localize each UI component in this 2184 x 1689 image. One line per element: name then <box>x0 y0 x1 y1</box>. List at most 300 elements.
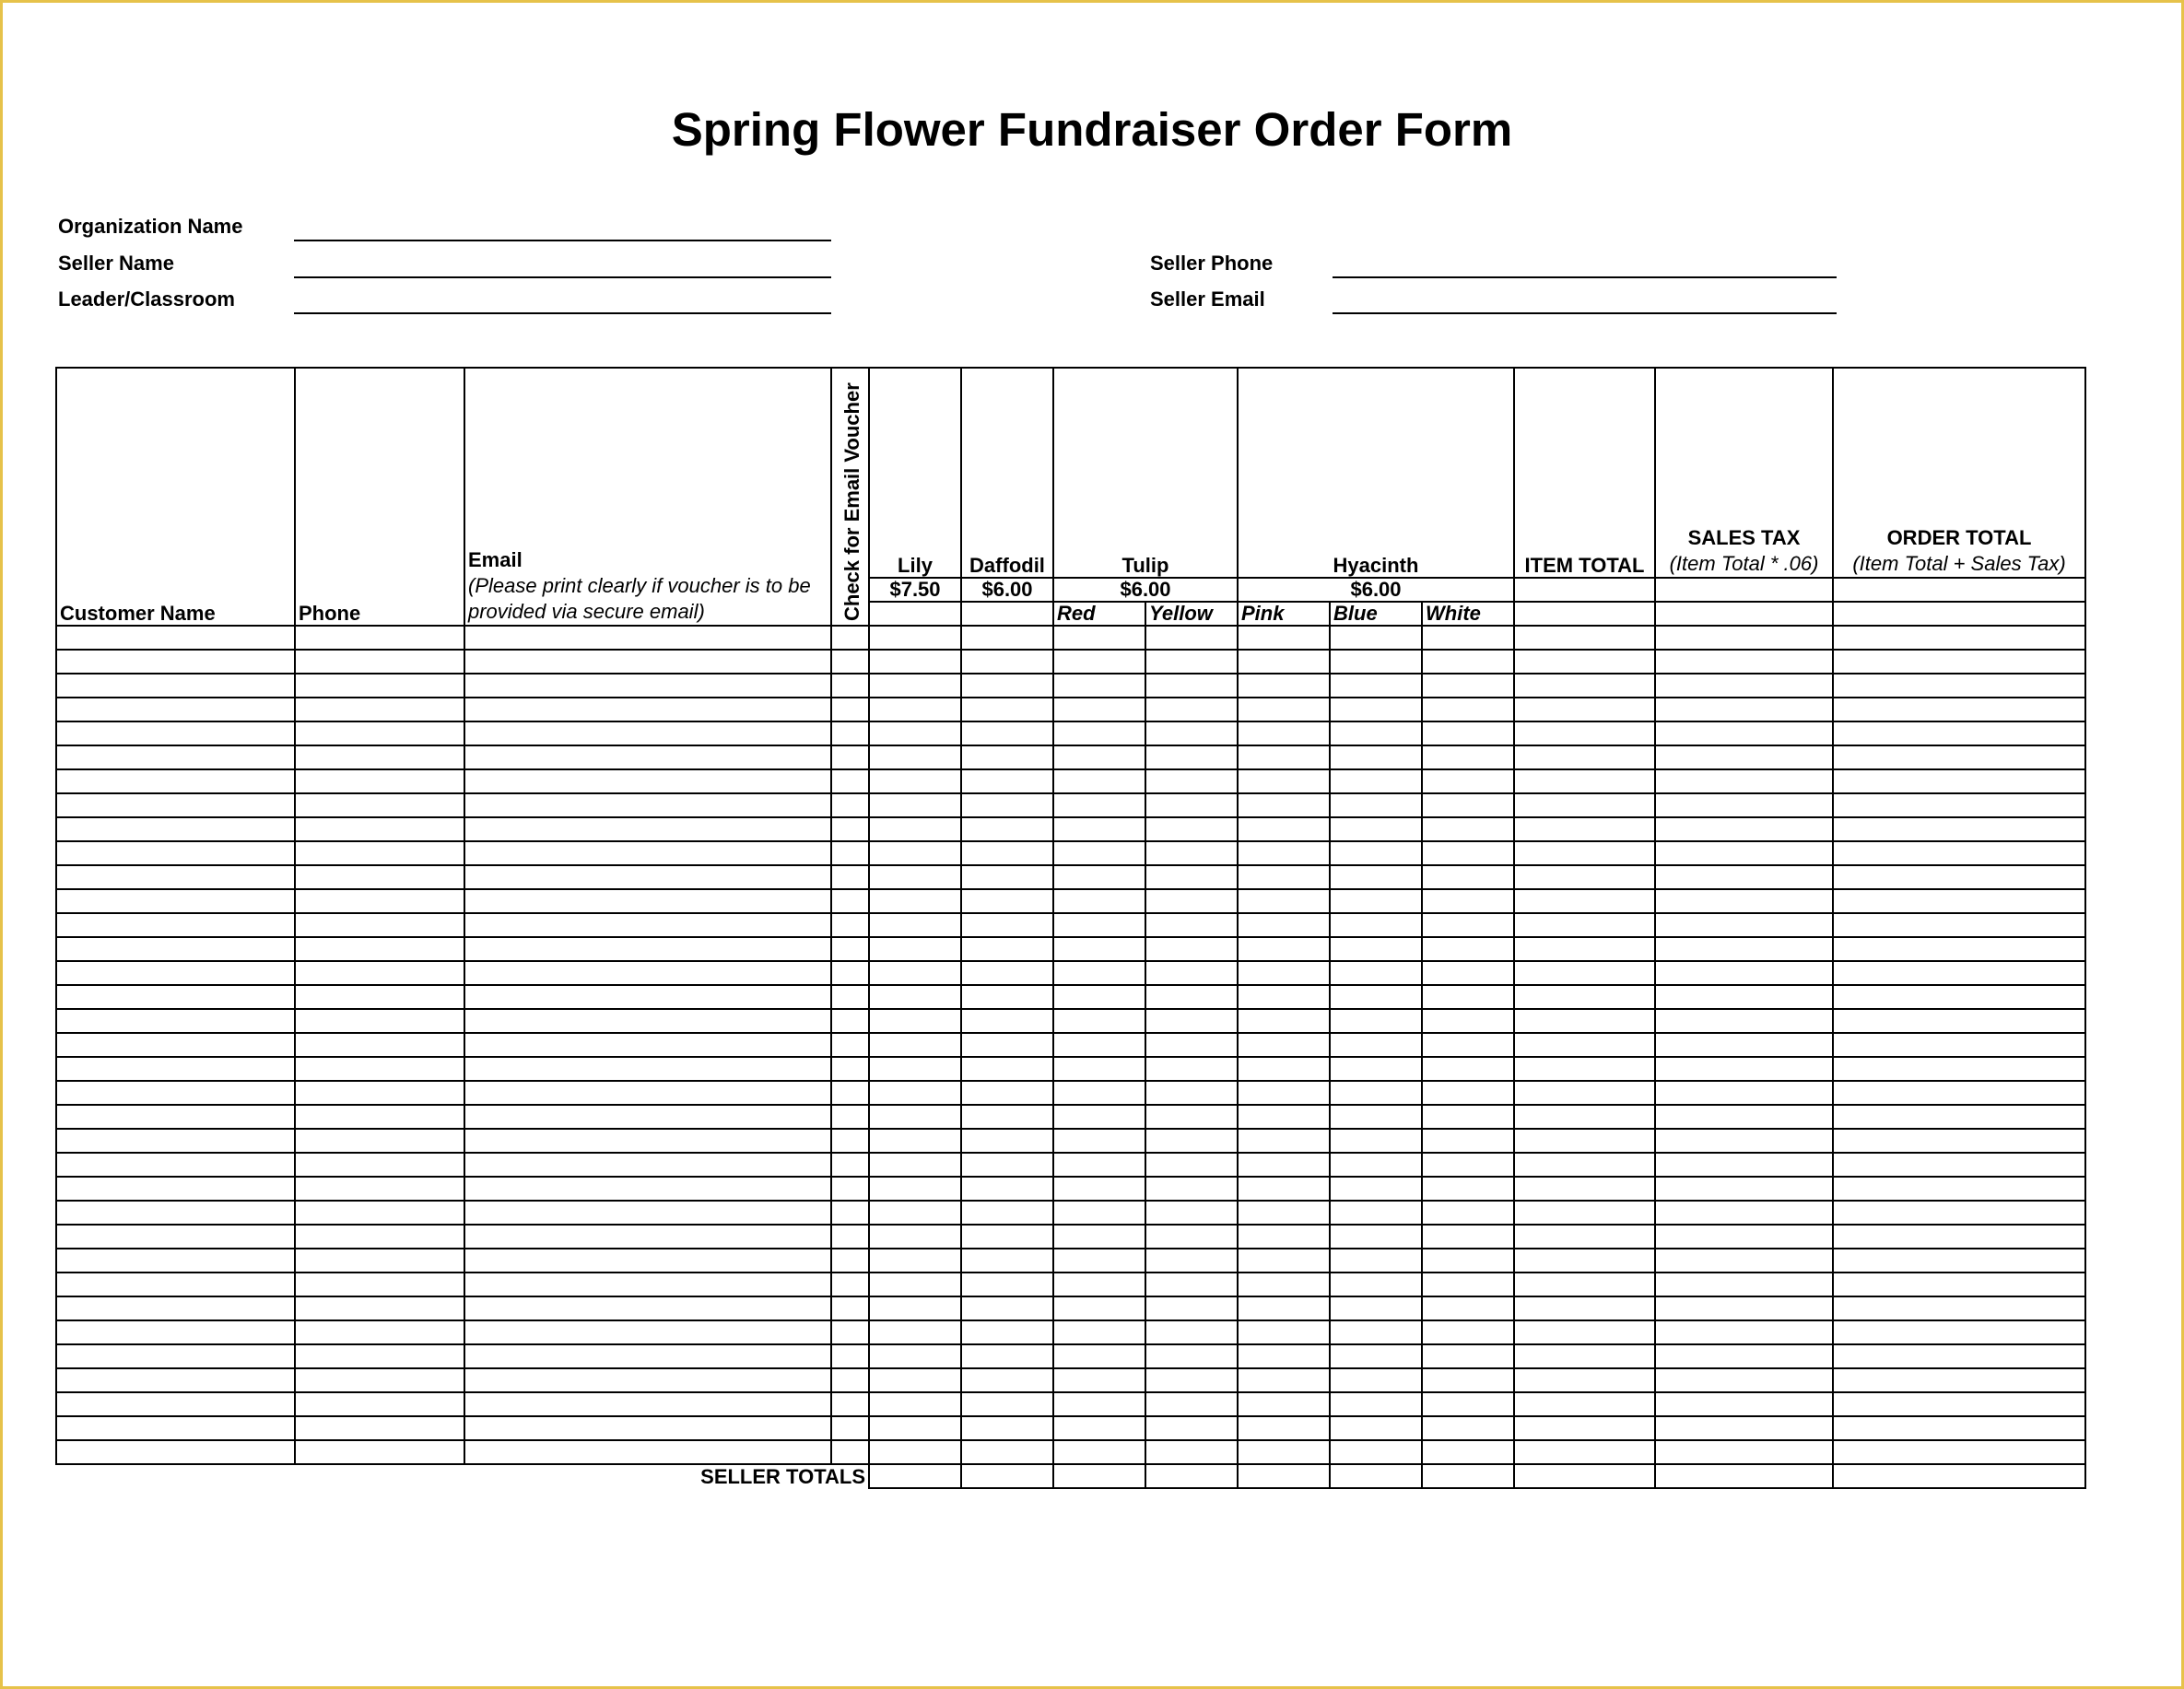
sales-tax-cell[interactable] <box>1655 1344 1833 1368</box>
tulip-yellow-cell[interactable] <box>1145 1105 1238 1129</box>
seller-total-hyacinth-blue[interactable] <box>1330 1464 1422 1488</box>
seller-phone-line[interactable] <box>1333 276 1837 278</box>
order-total-cell[interactable] <box>1833 650 2085 674</box>
tulip-yellow-cell[interactable] <box>1145 841 1238 865</box>
item-total-cell[interactable] <box>1514 1033 1655 1057</box>
hyacinth-pink-cell[interactable] <box>1238 1105 1330 1129</box>
sales-tax-cell[interactable] <box>1655 626 1833 650</box>
tulip-red-cell[interactable] <box>1053 1392 1145 1416</box>
voucher-cell[interactable] <box>831 817 869 841</box>
voucher-cell[interactable] <box>831 1249 869 1273</box>
phone-cell[interactable] <box>295 1105 464 1129</box>
order-total-cell[interactable] <box>1833 1033 2085 1057</box>
lily-cell[interactable] <box>869 1249 961 1273</box>
hyacinth-white-cell[interactable] <box>1422 1273 1514 1296</box>
sales-tax-cell[interactable] <box>1655 698 1833 721</box>
voucher-cell[interactable] <box>831 626 869 650</box>
hyacinth-blue-cell[interactable] <box>1330 1368 1422 1392</box>
voucher-cell[interactable] <box>831 937 869 961</box>
voucher-cell[interactable] <box>831 1440 869 1464</box>
daffodil-cell[interactable] <box>961 817 1053 841</box>
email-cell[interactable] <box>464 626 831 650</box>
email-cell[interactable] <box>464 698 831 721</box>
sales-tax-cell[interactable] <box>1655 961 1833 985</box>
daffodil-cell[interactable] <box>961 745 1053 769</box>
tulip-red-cell[interactable] <box>1053 913 1145 937</box>
order-total-cell[interactable] <box>1833 1273 2085 1296</box>
tulip-red-cell[interactable] <box>1053 937 1145 961</box>
customer-name-cell[interactable] <box>56 1440 295 1464</box>
daffodil-cell[interactable] <box>961 1392 1053 1416</box>
customer-name-cell[interactable] <box>56 1201 295 1225</box>
email-cell[interactable] <box>464 817 831 841</box>
order-total-cell[interactable] <box>1833 1177 2085 1201</box>
item-total-cell[interactable] <box>1514 1273 1655 1296</box>
hyacinth-pink-cell[interactable] <box>1238 769 1330 793</box>
phone-cell[interactable] <box>295 1273 464 1296</box>
item-total-cell[interactable] <box>1514 817 1655 841</box>
lily-cell[interactable] <box>869 650 961 674</box>
hyacinth-pink-cell[interactable] <box>1238 1201 1330 1225</box>
phone-cell[interactable] <box>295 1440 464 1464</box>
voucher-cell[interactable] <box>831 1057 869 1081</box>
customer-name-cell[interactable] <box>56 1105 295 1129</box>
customer-name-cell[interactable] <box>56 1416 295 1440</box>
item-total-cell[interactable] <box>1514 865 1655 889</box>
voucher-cell[interactable] <box>831 698 869 721</box>
order-total-cell[interactable] <box>1833 841 2085 865</box>
hyacinth-blue-cell[interactable] <box>1330 1081 1422 1105</box>
item-total-cell[interactable] <box>1514 1296 1655 1320</box>
item-total-cell[interactable] <box>1514 793 1655 817</box>
voucher-cell[interactable] <box>831 1416 869 1440</box>
hyacinth-white-cell[interactable] <box>1422 745 1514 769</box>
daffodil-cell[interactable] <box>961 1296 1053 1320</box>
hyacinth-blue-cell[interactable] <box>1330 1440 1422 1464</box>
hyacinth-white-cell[interactable] <box>1422 1296 1514 1320</box>
item-total-cell[interactable] <box>1514 1153 1655 1177</box>
email-cell[interactable] <box>464 1129 831 1153</box>
tulip-red-cell[interactable] <box>1053 745 1145 769</box>
item-total-cell[interactable] <box>1514 841 1655 865</box>
voucher-cell[interactable] <box>831 865 869 889</box>
hyacinth-white-cell[interactable] <box>1422 1081 1514 1105</box>
tulip-yellow-cell[interactable] <box>1145 1273 1238 1296</box>
hyacinth-white-cell[interactable] <box>1422 1105 1514 1129</box>
tulip-yellow-cell[interactable] <box>1145 793 1238 817</box>
email-cell[interactable] <box>464 769 831 793</box>
lily-cell[interactable] <box>869 769 961 793</box>
hyacinth-blue-cell[interactable] <box>1330 961 1422 985</box>
tulip-yellow-cell[interactable] <box>1145 1440 1238 1464</box>
sales-tax-cell[interactable] <box>1655 769 1833 793</box>
hyacinth-blue-cell[interactable] <box>1330 841 1422 865</box>
voucher-cell[interactable] <box>831 650 869 674</box>
hyacinth-pink-cell[interactable] <box>1238 650 1330 674</box>
hyacinth-white-cell[interactable] <box>1422 626 1514 650</box>
sales-tax-cell[interactable] <box>1655 1368 1833 1392</box>
item-total-cell[interactable] <box>1514 626 1655 650</box>
hyacinth-white-cell[interactable] <box>1422 698 1514 721</box>
item-total-cell[interactable] <box>1514 937 1655 961</box>
email-cell[interactable] <box>464 1416 831 1440</box>
phone-cell[interactable] <box>295 913 464 937</box>
phone-cell[interactable] <box>295 1081 464 1105</box>
tulip-yellow-cell[interactable] <box>1145 745 1238 769</box>
customer-name-cell[interactable] <box>56 1344 295 1368</box>
customer-name-cell[interactable] <box>56 1153 295 1177</box>
seller-email-line[interactable] <box>1333 312 1837 314</box>
phone-cell[interactable] <box>295 1009 464 1033</box>
tulip-red-cell[interactable] <box>1053 1129 1145 1153</box>
phone-cell[interactable] <box>295 1368 464 1392</box>
customer-name-cell[interactable] <box>56 1392 295 1416</box>
item-total-cell[interactable] <box>1514 889 1655 913</box>
customer-name-cell[interactable] <box>56 1009 295 1033</box>
order-total-cell[interactable] <box>1833 1392 2085 1416</box>
voucher-cell[interactable] <box>831 985 869 1009</box>
daffodil-cell[interactable] <box>961 1273 1053 1296</box>
email-cell[interactable] <box>464 1057 831 1081</box>
email-cell[interactable] <box>464 650 831 674</box>
customer-name-cell[interactable] <box>56 865 295 889</box>
lily-cell[interactable] <box>869 817 961 841</box>
lily-cell[interactable] <box>869 1177 961 1201</box>
daffodil-cell[interactable] <box>961 985 1053 1009</box>
customer-name-cell[interactable] <box>56 817 295 841</box>
daffodil-cell[interactable] <box>961 1201 1053 1225</box>
customer-name-cell[interactable] <box>56 1081 295 1105</box>
customer-name-cell[interactable] <box>56 1296 295 1320</box>
seller-total-order-total[interactable] <box>1833 1464 2085 1488</box>
tulip-yellow-cell[interactable] <box>1145 961 1238 985</box>
hyacinth-white-cell[interactable] <box>1422 1153 1514 1177</box>
daffodil-cell[interactable] <box>961 1153 1053 1177</box>
item-total-cell[interactable] <box>1514 1129 1655 1153</box>
tulip-red-cell[interactable] <box>1053 1081 1145 1105</box>
tulip-yellow-cell[interactable] <box>1145 865 1238 889</box>
email-cell[interactable] <box>464 913 831 937</box>
hyacinth-pink-cell[interactable] <box>1238 626 1330 650</box>
hyacinth-pink-cell[interactable] <box>1238 961 1330 985</box>
hyacinth-blue-cell[interactable] <box>1330 985 1422 1009</box>
order-total-cell[interactable] <box>1833 1368 2085 1392</box>
tulip-yellow-cell[interactable] <box>1145 1081 1238 1105</box>
email-cell[interactable] <box>464 793 831 817</box>
hyacinth-blue-cell[interactable] <box>1330 1177 1422 1201</box>
email-cell[interactable] <box>464 1296 831 1320</box>
hyacinth-white-cell[interactable] <box>1422 841 1514 865</box>
hyacinth-blue-cell[interactable] <box>1330 1201 1422 1225</box>
tulip-yellow-cell[interactable] <box>1145 769 1238 793</box>
lily-cell[interactable] <box>869 865 961 889</box>
organization-name-line[interactable] <box>294 240 831 241</box>
tulip-red-cell[interactable] <box>1053 1344 1145 1368</box>
phone-cell[interactable] <box>295 937 464 961</box>
order-total-cell[interactable] <box>1833 1081 2085 1105</box>
hyacinth-pink-cell[interactable] <box>1238 698 1330 721</box>
hyacinth-white-cell[interactable] <box>1422 1320 1514 1344</box>
item-total-cell[interactable] <box>1514 1249 1655 1273</box>
order-total-cell[interactable] <box>1833 937 2085 961</box>
tulip-red-cell[interactable] <box>1053 1153 1145 1177</box>
tulip-yellow-cell[interactable] <box>1145 1009 1238 1033</box>
daffodil-cell[interactable] <box>961 889 1053 913</box>
lily-cell[interactable] <box>869 1105 961 1129</box>
daffodil-cell[interactable] <box>961 1129 1053 1153</box>
voucher-cell[interactable] <box>831 1177 869 1201</box>
hyacinth-blue-cell[interactable] <box>1330 650 1422 674</box>
hyacinth-white-cell[interactable] <box>1422 1344 1514 1368</box>
leader-classroom-line[interactable] <box>294 312 831 314</box>
voucher-cell[interactable] <box>831 1296 869 1320</box>
tulip-yellow-cell[interactable] <box>1145 721 1238 745</box>
hyacinth-white-cell[interactable] <box>1422 889 1514 913</box>
voucher-cell[interactable] <box>831 913 869 937</box>
order-total-cell[interactable] <box>1833 889 2085 913</box>
hyacinth-white-cell[interactable] <box>1422 1368 1514 1392</box>
customer-name-cell[interactable] <box>56 961 295 985</box>
hyacinth-white-cell[interactable] <box>1422 650 1514 674</box>
tulip-red-cell[interactable] <box>1053 841 1145 865</box>
email-cell[interactable] <box>464 674 831 698</box>
hyacinth-white-cell[interactable] <box>1422 769 1514 793</box>
sales-tax-cell[interactable] <box>1655 1009 1833 1033</box>
hyacinth-blue-cell[interactable] <box>1330 1392 1422 1416</box>
customer-name-cell[interactable] <box>56 769 295 793</box>
tulip-yellow-cell[interactable] <box>1145 1249 1238 1273</box>
item-total-cell[interactable] <box>1514 721 1655 745</box>
item-total-cell[interactable] <box>1514 1320 1655 1344</box>
item-total-cell[interactable] <box>1514 674 1655 698</box>
order-total-cell[interactable] <box>1833 745 2085 769</box>
item-total-cell[interactable] <box>1514 913 1655 937</box>
tulip-yellow-cell[interactable] <box>1145 674 1238 698</box>
sales-tax-cell[interactable] <box>1655 817 1833 841</box>
email-cell[interactable] <box>464 985 831 1009</box>
lily-cell[interactable] <box>869 1392 961 1416</box>
seller-total-lily[interactable] <box>869 1464 961 1488</box>
email-cell[interactable] <box>464 937 831 961</box>
order-total-cell[interactable] <box>1833 865 2085 889</box>
tulip-red-cell[interactable] <box>1053 1320 1145 1344</box>
hyacinth-white-cell[interactable] <box>1422 793 1514 817</box>
daffodil-cell[interactable] <box>961 1416 1053 1440</box>
hyacinth-blue-cell[interactable] <box>1330 674 1422 698</box>
order-total-cell[interactable] <box>1833 1225 2085 1249</box>
sales-tax-cell[interactable] <box>1655 913 1833 937</box>
daffodil-cell[interactable] <box>961 626 1053 650</box>
daffodil-cell[interactable] <box>961 1033 1053 1057</box>
tulip-yellow-cell[interactable] <box>1145 650 1238 674</box>
email-cell[interactable] <box>464 841 831 865</box>
hyacinth-white-cell[interactable] <box>1422 1249 1514 1273</box>
lily-cell[interactable] <box>869 1153 961 1177</box>
daffodil-cell[interactable] <box>961 1057 1053 1081</box>
phone-cell[interactable] <box>295 841 464 865</box>
seller-total-tulip-red[interactable] <box>1053 1464 1145 1488</box>
hyacinth-blue-cell[interactable] <box>1330 889 1422 913</box>
seller-total-item-total[interactable] <box>1514 1464 1655 1488</box>
seller-total-daffodil[interactable] <box>961 1464 1053 1488</box>
daffodil-cell[interactable] <box>961 937 1053 961</box>
phone-cell[interactable] <box>295 889 464 913</box>
phone-cell[interactable] <box>295 1177 464 1201</box>
voucher-cell[interactable] <box>831 769 869 793</box>
hyacinth-pink-cell[interactable] <box>1238 674 1330 698</box>
voucher-cell[interactable] <box>831 674 869 698</box>
customer-name-cell[interactable] <box>56 1177 295 1201</box>
sales-tax-cell[interactable] <box>1655 937 1833 961</box>
lily-cell[interactable] <box>869 1344 961 1368</box>
customer-name-cell[interactable] <box>56 889 295 913</box>
hyacinth-white-cell[interactable] <box>1422 1177 1514 1201</box>
tulip-red-cell[interactable] <box>1053 889 1145 913</box>
hyacinth-blue-cell[interactable] <box>1330 626 1422 650</box>
hyacinth-pink-cell[interactable] <box>1238 721 1330 745</box>
customer-name-cell[interactable] <box>56 626 295 650</box>
lily-cell[interactable] <box>869 961 961 985</box>
tulip-yellow-cell[interactable] <box>1145 985 1238 1009</box>
phone-cell[interactable] <box>295 626 464 650</box>
tulip-red-cell[interactable] <box>1053 1368 1145 1392</box>
hyacinth-blue-cell[interactable] <box>1330 793 1422 817</box>
item-total-cell[interactable] <box>1514 1057 1655 1081</box>
tulip-red-cell[interactable] <box>1053 985 1145 1009</box>
lily-cell[interactable] <box>869 889 961 913</box>
customer-name-cell[interactable] <box>56 674 295 698</box>
item-total-cell[interactable] <box>1514 1105 1655 1129</box>
email-cell[interactable] <box>464 1249 831 1273</box>
hyacinth-pink-cell[interactable] <box>1238 1344 1330 1368</box>
hyacinth-white-cell[interactable] <box>1422 721 1514 745</box>
sales-tax-cell[interactable] <box>1655 985 1833 1009</box>
voucher-cell[interactable] <box>831 1033 869 1057</box>
order-total-cell[interactable] <box>1833 1296 2085 1320</box>
order-total-cell[interactable] <box>1833 961 2085 985</box>
order-total-cell[interactable] <box>1833 1129 2085 1153</box>
phone-cell[interactable] <box>295 698 464 721</box>
voucher-cell[interactable] <box>831 721 869 745</box>
sales-tax-cell[interactable] <box>1655 1225 1833 1249</box>
voucher-cell[interactable] <box>831 1105 869 1129</box>
tulip-yellow-cell[interactable] <box>1145 889 1238 913</box>
hyacinth-white-cell[interactable] <box>1422 1057 1514 1081</box>
tulip-red-cell[interactable] <box>1053 1105 1145 1129</box>
hyacinth-pink-cell[interactable] <box>1238 793 1330 817</box>
phone-cell[interactable] <box>295 817 464 841</box>
lily-cell[interactable] <box>869 1296 961 1320</box>
voucher-cell[interactable] <box>831 1225 869 1249</box>
tulip-yellow-cell[interactable] <box>1145 937 1238 961</box>
hyacinth-white-cell[interactable] <box>1422 1201 1514 1225</box>
voucher-cell[interactable] <box>831 1344 869 1368</box>
tulip-yellow-cell[interactable] <box>1145 1225 1238 1249</box>
item-total-cell[interactable] <box>1514 745 1655 769</box>
sales-tax-cell[interactable] <box>1655 745 1833 769</box>
email-cell[interactable] <box>464 1344 831 1368</box>
tulip-yellow-cell[interactable] <box>1145 1296 1238 1320</box>
hyacinth-blue-cell[interactable] <box>1330 1344 1422 1368</box>
hyacinth-white-cell[interactable] <box>1422 674 1514 698</box>
phone-cell[interactable] <box>295 1344 464 1368</box>
hyacinth-blue-cell[interactable] <box>1330 1249 1422 1273</box>
sales-tax-cell[interactable] <box>1655 1440 1833 1464</box>
customer-name-cell[interactable] <box>56 745 295 769</box>
lily-cell[interactable] <box>869 793 961 817</box>
hyacinth-pink-cell[interactable] <box>1238 841 1330 865</box>
phone-cell[interactable] <box>295 721 464 745</box>
email-cell[interactable] <box>464 1201 831 1225</box>
sales-tax-cell[interactable] <box>1655 1249 1833 1273</box>
hyacinth-blue-cell[interactable] <box>1330 1057 1422 1081</box>
phone-cell[interactable] <box>295 1225 464 1249</box>
sales-tax-cell[interactable] <box>1655 1416 1833 1440</box>
lily-cell[interactable] <box>869 721 961 745</box>
hyacinth-blue-cell[interactable] <box>1330 1033 1422 1057</box>
tulip-red-cell[interactable] <box>1053 1249 1145 1273</box>
order-total-cell[interactable] <box>1833 698 2085 721</box>
phone-cell[interactable] <box>295 674 464 698</box>
customer-name-cell[interactable] <box>56 1225 295 1249</box>
hyacinth-pink-cell[interactable] <box>1238 817 1330 841</box>
phone-cell[interactable] <box>295 1416 464 1440</box>
daffodil-cell[interactable] <box>961 793 1053 817</box>
voucher-cell[interactable] <box>831 961 869 985</box>
lily-cell[interactable] <box>869 913 961 937</box>
phone-cell[interactable] <box>295 1033 464 1057</box>
item-total-cell[interactable] <box>1514 1081 1655 1105</box>
email-cell[interactable] <box>464 1273 831 1296</box>
lily-cell[interactable] <box>869 1009 961 1033</box>
tulip-yellow-cell[interactable] <box>1145 1129 1238 1153</box>
voucher-cell[interactable] <box>831 1081 869 1105</box>
email-cell[interactable] <box>464 1440 831 1464</box>
sales-tax-cell[interactable] <box>1655 650 1833 674</box>
sales-tax-cell[interactable] <box>1655 865 1833 889</box>
hyacinth-blue-cell[interactable] <box>1330 1225 1422 1249</box>
hyacinth-blue-cell[interactable] <box>1330 1105 1422 1129</box>
phone-cell[interactable] <box>295 1153 464 1177</box>
sales-tax-cell[interactable] <box>1655 1392 1833 1416</box>
voucher-cell[interactable] <box>831 889 869 913</box>
lily-cell[interactable] <box>869 841 961 865</box>
email-cell[interactable] <box>464 1225 831 1249</box>
hyacinth-blue-cell[interactable] <box>1330 1153 1422 1177</box>
customer-name-cell[interactable] <box>56 650 295 674</box>
phone-cell[interactable] <box>295 1392 464 1416</box>
customer-name-cell[interactable] <box>56 1033 295 1057</box>
order-total-cell[interactable] <box>1833 1440 2085 1464</box>
item-total-cell[interactable] <box>1514 1177 1655 1201</box>
order-total-cell[interactable] <box>1833 1009 2085 1033</box>
lily-cell[interactable] <box>869 1033 961 1057</box>
order-total-cell[interactable] <box>1833 1153 2085 1177</box>
voucher-cell[interactable] <box>831 1392 869 1416</box>
lily-cell[interactable] <box>869 985 961 1009</box>
sales-tax-cell[interactable] <box>1655 1033 1833 1057</box>
tulip-yellow-cell[interactable] <box>1145 1201 1238 1225</box>
order-total-cell[interactable] <box>1833 1320 2085 1344</box>
order-total-cell[interactable] <box>1833 1105 2085 1129</box>
item-total-cell[interactable] <box>1514 1344 1655 1368</box>
email-cell[interactable] <box>464 1081 831 1105</box>
lily-cell[interactable] <box>869 745 961 769</box>
tulip-red-cell[interactable] <box>1053 650 1145 674</box>
hyacinth-pink-cell[interactable] <box>1238 937 1330 961</box>
tulip-red-cell[interactable] <box>1053 1296 1145 1320</box>
customer-name-cell[interactable] <box>56 1320 295 1344</box>
